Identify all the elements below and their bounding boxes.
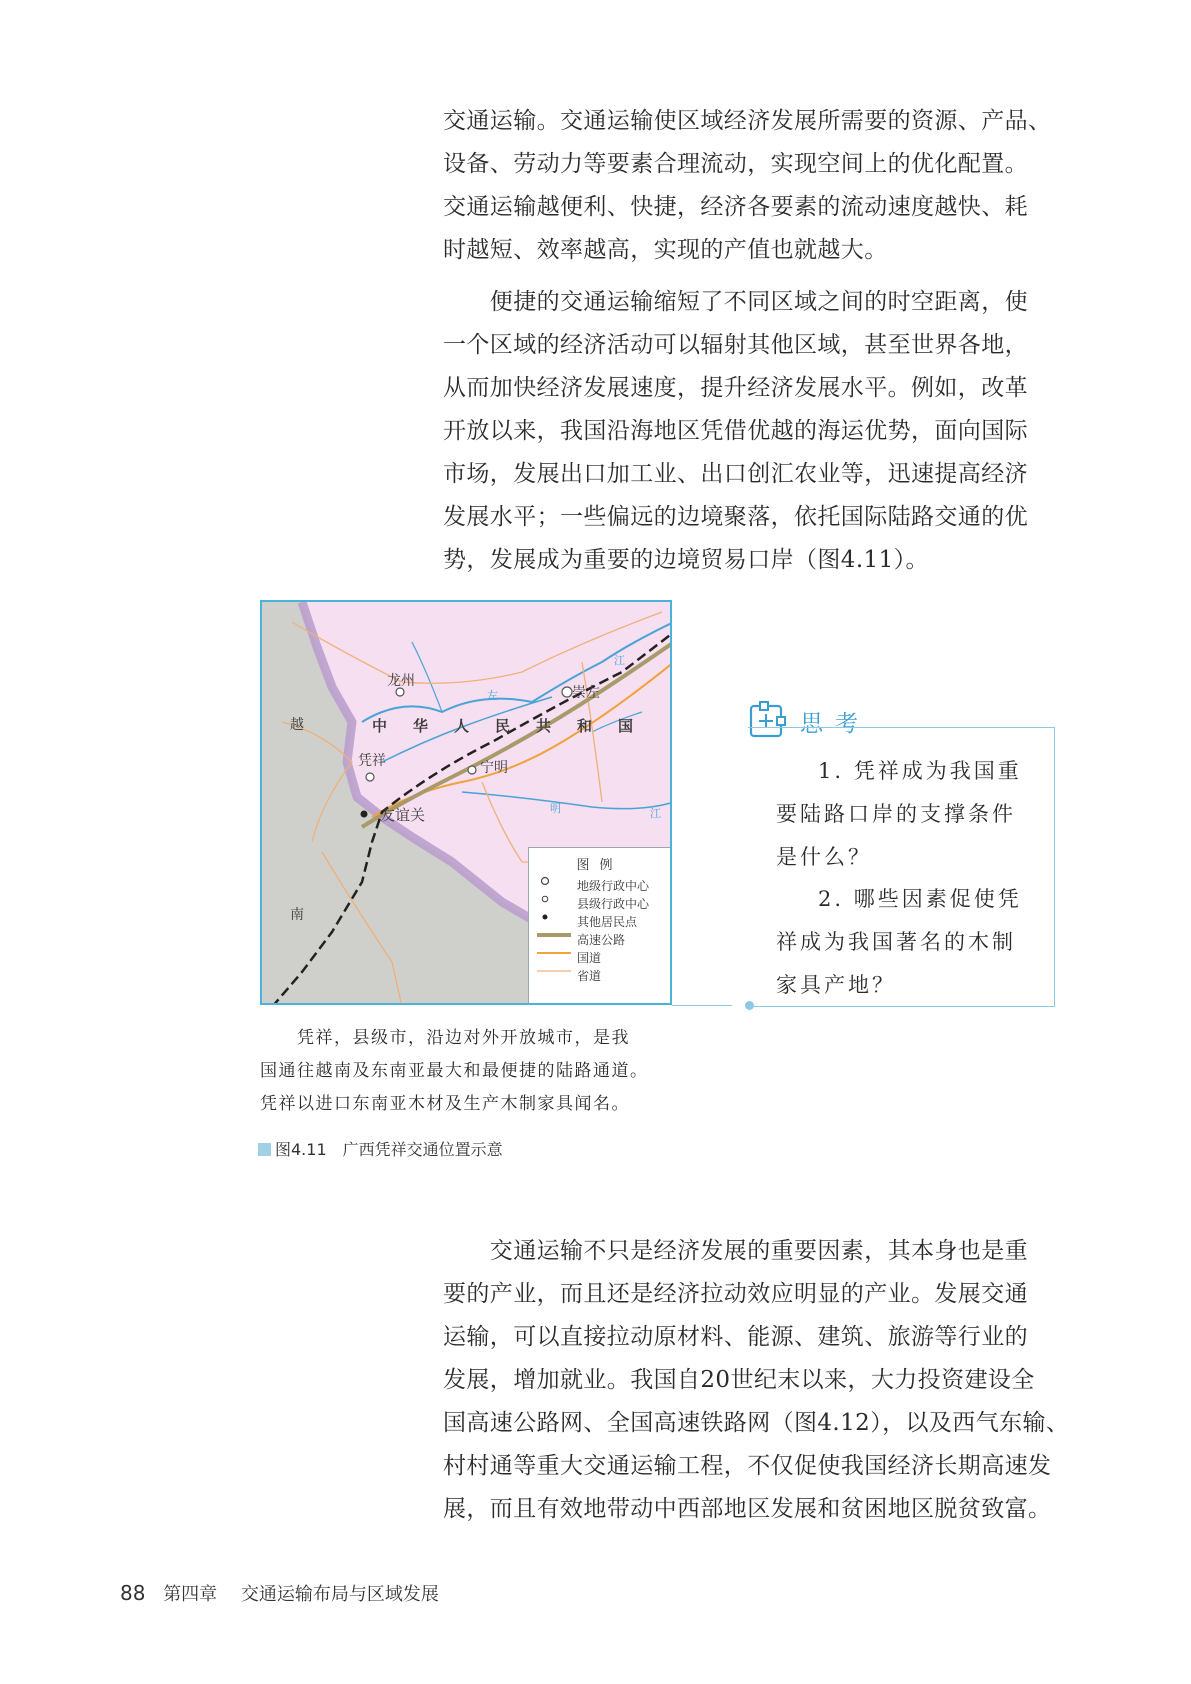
text-line: 要陆路口岸的支撑条件 <box>776 802 1016 826</box>
river-label: 明 <box>550 802 561 815</box>
connector-line <box>672 1005 732 1006</box>
text-line: 运输，可以直接拉动原材料、能源、建筑、旅游等行业的 <box>443 1324 1028 1350</box>
figure-caption-text <box>260 1022 680 1121</box>
legend-title: 图例 <box>576 858 623 873</box>
text-line: 一个区域的经济活动可以辐射其他区域，甚至世界各地， <box>443 332 1028 358</box>
county-center-icon <box>537 894 571 904</box>
think-title: 思考 <box>800 711 870 737</box>
legend-item: 其他居民点 <box>537 912 669 930</box>
text-line: 市场，发展出口加工业、出口创汇农业等，迅速提高经济 <box>443 461 1028 487</box>
city-label-pingxiang: 凭祥 <box>358 753 386 769</box>
text-line: 开放以来，我国沿海地区凭借优越的海运优势，面向国际 <box>443 418 1028 444</box>
city-label-longzhou: 龙州 <box>387 673 415 689</box>
settlement-dot-icon <box>537 912 571 922</box>
country-label-china: 中华人民共和国 <box>372 717 660 735</box>
river-label: 江 <box>650 807 661 820</box>
text-line: 1. 凭祥成为我国重 <box>818 759 1022 783</box>
river-label: 左 <box>487 689 498 702</box>
legend-item: 地级行政中心 <box>537 876 669 894</box>
body-paragraph-2 <box>443 281 1051 582</box>
text-line: 2. 哪些因素促使凭 <box>818 887 1022 911</box>
body-paragraph-1 <box>443 100 1051 272</box>
text-line: 是什么？ <box>776 845 872 869</box>
text-line: 国高速公路网、全国高速铁路网（图4.12），以及西气东输、 <box>443 1410 1070 1436</box>
connector-dot <box>745 1001 754 1010</box>
body-paragraph-3 <box>443 1230 1070 1531</box>
provincial-road-line-icon <box>537 966 571 976</box>
text-line: 祥成为我国著名的木制 <box>776 930 1016 954</box>
text-line: 势，发展成为重要的边境贸易口岸（图4.11）。 <box>443 547 929 573</box>
text-line: 交通运输。交通运输使区域经济发展所需要的资源、产品、 <box>443 108 1052 134</box>
text-line: 要的产业，而且还是经济拉动效应明显的产业。发展交通 <box>443 1281 1028 1307</box>
figure-marker-icon <box>258 1143 271 1156</box>
text-line: 国通往越南及东南亚最大和最便捷的陆路通道。 <box>260 1061 649 1081</box>
city-label-ningming: 宁明 <box>480 760 508 776</box>
text-line: 凭祥以进口东南亚木材及生产木制家具闻名。 <box>260 1094 630 1114</box>
text-line: 发展，增加就业。我国自20世纪末以来，大力投资建设全 <box>443 1367 1035 1393</box>
river-label: 江 <box>614 654 625 667</box>
country-label-vietnam-top: 越 <box>290 717 304 733</box>
text-line: 时越短、效率越高，实现的产值也就越大。 <box>443 237 888 263</box>
text-line: 凭祥，县级市，沿边对外开放城市，是我 <box>260 1028 630 1048</box>
legend-item: 国道 <box>537 948 669 966</box>
think-question-1 <box>776 750 1046 879</box>
legend-item: 高速公路 <box>537 930 669 948</box>
figure-label-text: 图4.11 广西凭祥交通位置示意 <box>275 1140 503 1159</box>
national-road-line-icon <box>537 948 571 958</box>
provincial-road <box>322 852 402 1005</box>
text-line: 村村通等重大交通运输工程，不仅促使我国经济长期高速发 <box>443 1453 1052 1479</box>
text-line: 交通运输不只是经济发展的重要因素，其本身也是重 <box>443 1238 1028 1264</box>
text-line: 从而加快经济发展速度，提升经济发展水平。例如，改革 <box>443 375 1028 401</box>
think-question-2 <box>776 878 1046 1007</box>
city-label-chongzuo: 崇左 <box>572 685 600 701</box>
pingxiang-marker <box>366 773 374 781</box>
legend-item: 省道 <box>537 966 669 984</box>
page-footer <box>120 1580 439 1606</box>
expressway-line-icon <box>537 930 571 940</box>
ningming-marker <box>468 766 476 774</box>
text-line: 交通运输越便利、快捷，经济各要素的流动速度越快、耗 <box>443 194 1028 220</box>
chapter-title: 交通运输布局与区域发展 <box>240 1584 439 1605</box>
page-number: 88 <box>120 1581 146 1605</box>
youyiguan-marker <box>361 811 368 818</box>
text-line: 展，而且有效地带动中西部地区发展和贫困地区脱贫致富。 <box>443 1496 1052 1522</box>
provincial-road <box>282 722 352 842</box>
text-line: 家具产地？ <box>776 973 896 997</box>
text-line: 便捷的交通运输缩短了不同区域之间的时空距离，使 <box>443 289 1028 315</box>
map-legend <box>528 847 671 1004</box>
figure-label <box>258 1137 503 1160</box>
city-label-youyiguan: 友谊关 <box>380 806 426 824</box>
country-label-vietnam-bottom: 南 <box>290 907 304 923</box>
text-line: 发展水平；一些偏远的边境聚落，依托国际陆路交通的优 <box>443 504 1028 530</box>
prefecture-center-icon <box>537 876 571 886</box>
pingxiang-traffic-map <box>260 600 672 1005</box>
chongzuo-marker <box>562 687 572 697</box>
chapter-number: 第四章 <box>163 1584 218 1605</box>
legend-item: 县级行政中心 <box>537 894 669 912</box>
text-line: 设备、劳动力等要素合理流动，实现空间上的优化配置。 <box>443 151 1028 177</box>
